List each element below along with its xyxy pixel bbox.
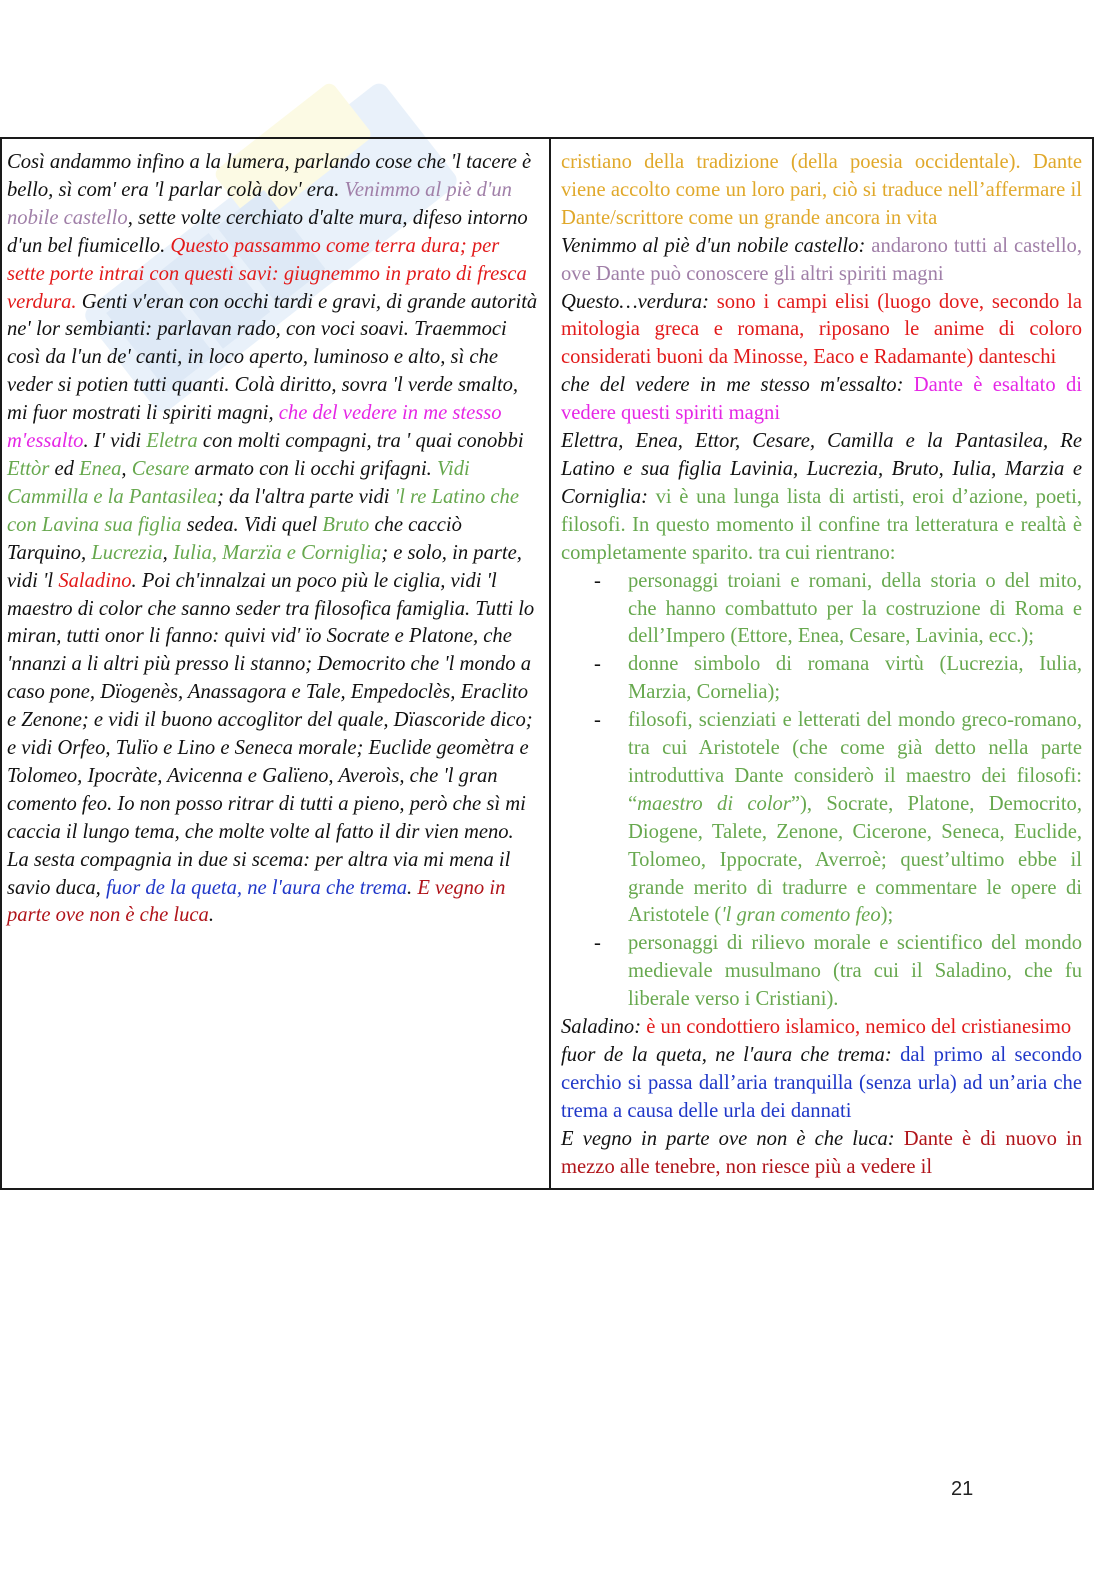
commentary-note [561,289,1082,373]
list-dash: - [594,932,601,955]
text-segment: Saladino [58,569,132,592]
text-segment: ; e solo, in parte, vidi 'l [7,541,522,592]
list-item [561,707,1082,930]
note-label: E vegno in parte ove non è che luca: [561,1127,895,1150]
note-label: fuor de la queta, ne l'aura che trema: [561,1044,892,1066]
text-segment: ed [49,457,80,480]
note-text: è un condottiero islamico, nemico del cristianesimo [641,1016,1072,1039]
list-item-text: filosofi, scienziati e letterati del mondo greco-romano, tra cui Aristotele (che come già detto nella parte introduttiva Dante considerò il maestro dei filosofi: “ [628,709,1082,815]
text-segment: . I' vidi [83,430,147,453]
text-segment: sedea. Vidi quel [181,513,323,536]
text-segment: Iulia, Marzïa e Corniglia [172,541,382,564]
list-item-text: personaggi di rilievo morale e scientifico del mondo medievale musulmano (tra cui il Saladino, che fu liberale verso i Cristiani). [628,932,1082,1011]
commentary-note [561,233,1082,289]
note-text: dal primo al secondo cerchio si passa dall’aria tranquilla (senza urla) ad un’aria che trema a causa delle urla dei dannati [561,1044,1082,1122]
commentary-cell [550,138,1093,1189]
text-segment: Questo passammo come terra dura; per sette porte intrai con questi savi: giugnemmo in prato di fresca verdura. [7,234,527,313]
list-dash: - [594,569,601,592]
commentary-note [561,1014,1082,1042]
note-text: vi è una lunga lista di artisti, eroi d’azione, poeti, filosofi. In questo momento il confine tra letteratura e realtà è completamente sparito. tra cui rientrano: [561,485,1082,564]
text-segment: ; da l'altra parte vidi [216,485,395,508]
page-number: 21 [951,1478,974,1500]
comparison-table [0,137,1094,1190]
commentary-notes-after [561,1014,1082,1181]
text-segment: armato con li occhi grifagni. [189,457,437,480]
text-segment: . Poi ch'innalzai un poco più le ciglia, vidi 'l maestro di color che sanno seder tra filosofica famiglia. Tutti lo miran, tutti onor li fanno: quivi vid' ïo Socrate e Platone, che 'nnanzi a li altri più presso li stanno; Democrito che 'l mondo a caso pone, Dïogenès, Anassagora e Tale, Empedoclès, Eraclito e Zenone; e vidi il buono accoglitor del quale, Dïascoride dico; e vidi Orfeo, Tulïo e Lino e Seneca morale; Euclide geomètra e Tolomeo, Ipocràte, Avicenna e Galïeno, Averoìs, che 'l gran comento feo. Io non posso ritrar di tutti a pieno, però che sì mi caccia il lungo tema, che molte volte al fatto il dir vien meno. La sesta compagnia in due si scema: per altra via mi mena il savio duca, [7,569,535,899]
table-row [1,138,1093,1189]
commentary-note [561,1042,1082,1126]
list-item [561,568,1082,652]
list-dash: - [594,709,601,732]
text-segment: Lucrezia [91,541,163,564]
text-segment: Ettòr [7,457,50,480]
text-segment: 'l re Latino che con Lavina sua figlia [7,485,519,536]
note-label: che del vedere in me stesso m'essalto: [561,374,904,397]
list-item [561,651,1082,707]
commentary-note [561,1126,1082,1182]
note-label: Elettra, Enea, Ettor, Cesare, Camilla e la Pantasilea, Re Latino e sua figlia Lavinia, Lucrezia, Bruto, Iulia, Marzia e Corniglia: [561,430,1082,508]
original-text [7,149,539,930]
commentary-note [561,428,1082,568]
text-segment: , [162,541,173,564]
text-segment: che del vedere in me stesso m'essalto [7,402,502,453]
note-text: sono i campi elisi (luogo dove, secondo la mitologia greca e romana, riposano le anime di coloro considerati buoni da Minosse, Eaco e Radamante) danteschi [561,290,1082,369]
commentary-intro: cristiano della tradizione (della poesia occidentale). Dante viene accolto come un loro pari, ciò si traduce nell’affermare il Dante/scrittore come un grande ancora in vita [561,151,1082,229]
list-item-text: donne simbolo di romana virtù (Lucrezia, Iulia, Marzia, Cornelia); [628,653,1082,704]
text-segment: Venimmo al piè d'un nobile castello [7,178,512,229]
commentary-notes [561,233,1082,568]
note-label: Questo…verdura: [561,290,709,313]
list-item [561,930,1082,1014]
commentary-list [561,568,1082,1015]
note-label: Saladino: [561,1016,642,1039]
list-item-text: personaggi troiani e romani, della storia o del mito, che hanno combattuto per la costruzione di Roma e dell’Impero (Ettore, Enea, Cesare, Lavinia, ecc.); [628,569,1082,648]
text-segment: con molti compagni, tra ' quai conobbi [197,430,524,453]
note-text: Dante è esaltato di vedere questi spiriti magni [561,374,1083,425]
list-item-text: ); [880,904,894,927]
quote-text: 'l gran comento feo [721,904,881,927]
text-segment: E vegno in parte ove non è che luca [7,876,506,927]
note-text: andarono tutti al castello, ove Dante può conoscere gli altri spiriti magni [561,234,1082,285]
text-segment: . [208,904,215,927]
text-segment: . [407,876,413,899]
original-text-cell [1,138,550,1189]
text-segment: che cacciò Tarquino, [7,513,462,564]
note-label: Venimmo al piè d'un nobile castello: [561,234,866,257]
text-segment: Eletra [146,430,198,453]
text-segment: , [121,457,132,480]
note-text: Dante è di nuovo in mezzo alle tenebre, non riesce più a vedere il [561,1127,1083,1178]
commentary-note [561,372,1082,428]
text-segment: Così andammo infino a la lumera, parlando cose che 'l tacere è bello, sì com' era 'l parlar colà dov' era. [7,151,532,201]
text-segment: Cesare [131,457,190,480]
text-segment: Vidi Cammilla e la Pantasilea [7,457,470,508]
list-item-text: ”), Socrate, Platone, Democrito, Diogene, Talete, Zenone, Cicerone, Seneca, Euclide, Tolomeo, Ippocrate, Averroè; quest’ultimo ebbe il grande merito di tradurre e commentare le opere di Aristotele ( [628,792,1082,927]
list-dash: - [594,653,601,676]
text-segment: , sette volte cerchiato d'alte mura, difeso intorno d'un bel fiumicello. [7,206,528,257]
quote-text: maestro di color [637,792,791,815]
text-segment: Genti v'eran con occhi tardi e gravi, di grande autorità ne' lor sembianti: parlavan rado, con voci soavi. Traemmoci così da l'un de' canti, in loco aperto, luminoso e alto, sì che veder si potien tutti quanti. Colà diritto, sovra 'l verde smalto, mi fuor mostrati li spiriti magni, [7,290,538,425]
text-segment: Bruto [322,513,370,536]
text-segment: Enea [79,457,122,480]
text-segment: fuor de la queta, ne l'aura che trema [105,876,408,899]
